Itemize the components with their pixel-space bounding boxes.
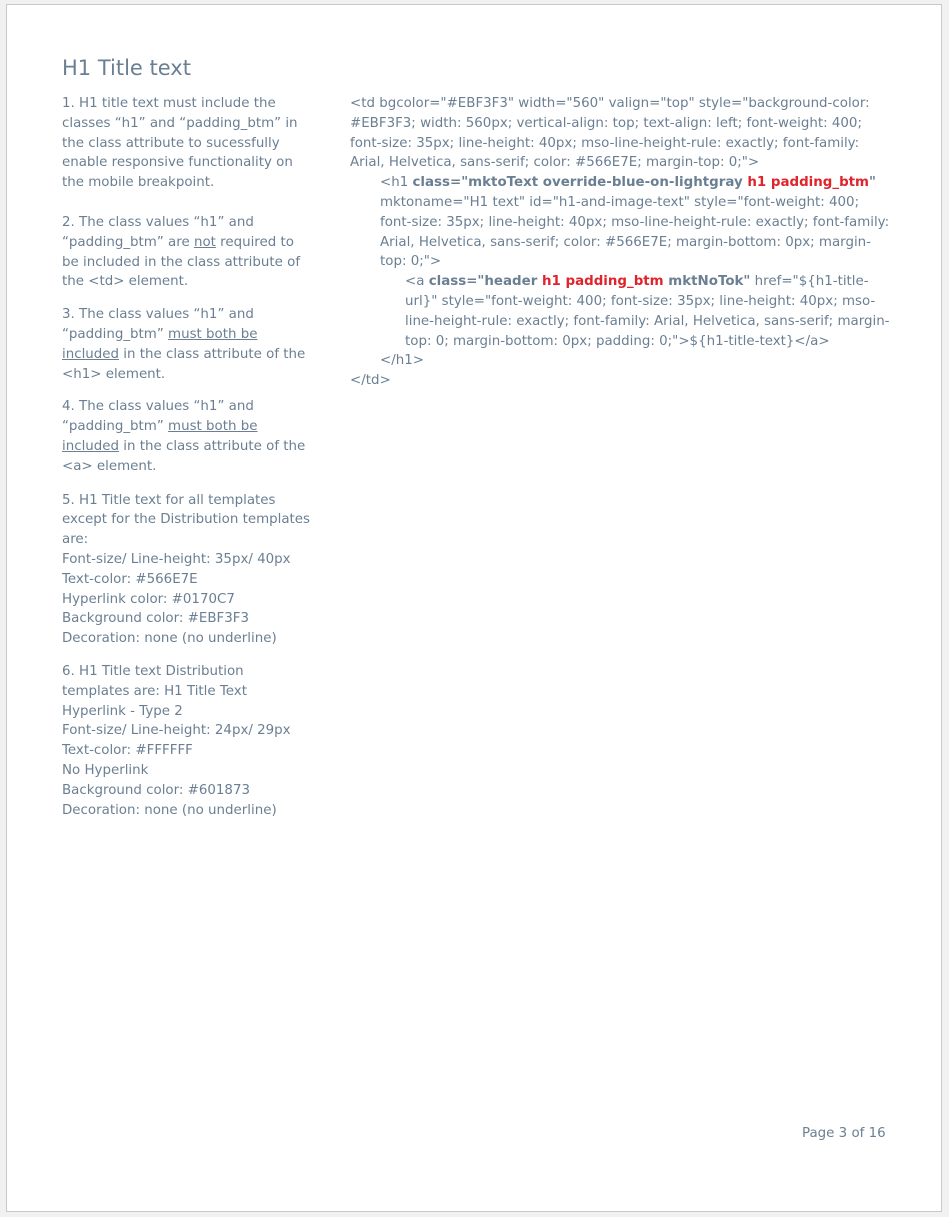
- note-1: 1. H1 title text must include the classes “h1” and “padding_btm” in the class attribute to sucessfully enable responsive functionality on the mobile breakpoint.: [62, 96, 298, 191]
- note-4: 4. The class values “h1” and “padding_btm” must both be included in the class attribute of the <a> element.: [62, 399, 306, 474]
- note-2: 2. The class values “h1” and “padding_btm” are not required to be included in the class attribute of the <td> element.: [62, 214, 301, 290]
- page-number: Page 3 of 16: [802, 1126, 886, 1141]
- note-5: 5. H1 Title text for all templates except for the Distribution templates are: Font-size/ Line-height: 35px/ 40px Text-color: #566E7E Hyperlink color: #0170C7 Background color: #EBF3F3 Decoration: none (no underline): [62, 492, 311, 647]
- code-h1-close: </h1>: [380, 353, 424, 369]
- page-title: H1 Title text: [62, 56, 191, 80]
- code-a-element: <a class="header h1 padding_btm mktNoTok" href="${h1-title-url}" style="font-weight: 400; font-size: 35px; line-height: 40px; mso-line-height-rule: exactly; font-family: Arial, Helvetica, sans-serif; margin-top: 0; margin-bottom: 0px; padding: 0;">${h1-title-text}</a>: [405, 274, 890, 349]
- code-td-open: <td bgcolor="#EBF3F3" width="560" valign="top" style="background-color: #EBF3F3; width: 560px; vertical-align: top; text-align: left; font-weight: 400; font-size: 35px; line-height: 40px; mso-line-height-rule: exactly; font-family: Arial, Helvetica, sans-serif; color: #566E7E; margin-top: 0;">: [350, 96, 870, 171]
- code-h1-open: <h1 class="mktoText override-blue-on-lightgray h1 padding_btm" mktoname="H1 text" id="h1-and-image-text" style="font-weight: 400; font-size: 35px; line-height: 40px; mso-line-height-rule: exactly; font-family: Arial, Helvetica, sans-serif; color: #566E7E; margin-bottom: 0px; margin-top: 0;">: [380, 175, 890, 270]
- note-3: 3. The class values “h1” and “padding_btm” must both be included in the class attribute of the <h1> element.: [62, 307, 306, 382]
- code-sample: [350, 94, 890, 391]
- code-td-close: </td>: [350, 373, 391, 389]
- note-6: 6. H1 Title text Distribution templates are: H1 Title Text Hyperlink - Type 2 Font-size/ Line-height: 24px/ 29px Text-color: #FFFFFF No Hyperlink Background color: #601873 Decoration: none (no underline): [62, 663, 291, 818]
- document-page: [6, 4, 942, 1212]
- notes-column: [62, 94, 314, 820]
